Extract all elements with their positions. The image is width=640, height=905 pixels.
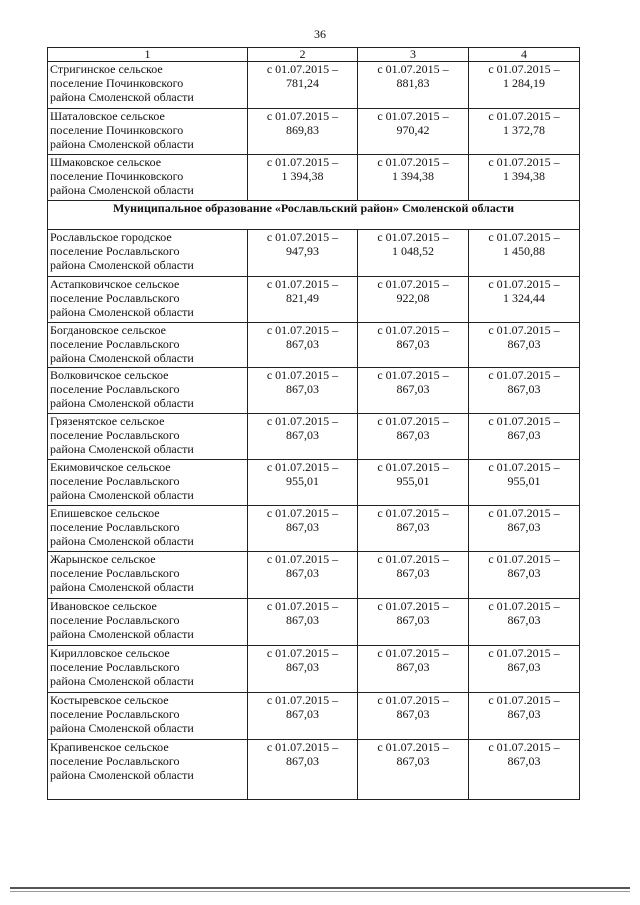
settlement-name-line: поселение Починковского bbox=[50, 123, 184, 137]
tariff-value: 1 450,88 bbox=[503, 244, 545, 258]
tariff-cell bbox=[248, 323, 358, 368]
tariff-cell bbox=[248, 155, 358, 201]
tariff-cell bbox=[248, 414, 358, 460]
settlement-name-cell bbox=[48, 109, 248, 155]
settlement-name-line: Шмаковское сельское bbox=[50, 155, 162, 169]
tariff-value: 1 284,19 bbox=[503, 76, 545, 90]
tariff-value: 955,01 bbox=[507, 474, 541, 488]
tariff-date: с 01.07.2015 – bbox=[266, 323, 339, 337]
tariff-date: с 01.07.2015 – bbox=[488, 552, 560, 566]
tariff-value: 867,03 bbox=[507, 754, 541, 768]
settlement-name-cell bbox=[48, 740, 248, 800]
tariff-date: с 01.07.2015 – bbox=[377, 155, 449, 169]
tariff-value: 781,24 bbox=[286, 76, 319, 90]
tariff-value: 867,03 bbox=[286, 660, 319, 674]
tariff-date: с 01.07.2015 – bbox=[377, 552, 449, 566]
table-row bbox=[48, 277, 580, 323]
tariff-value: 821,49 bbox=[286, 291, 319, 305]
footer-rule bbox=[10, 887, 630, 889]
tariff-value: 867,03 bbox=[396, 428, 430, 442]
table-row bbox=[48, 599, 580, 646]
tariff-cell bbox=[248, 460, 358, 506]
tariff-value: 867,03 bbox=[286, 428, 319, 442]
table-header-row bbox=[48, 48, 580, 62]
settlement-name-line: района Смоленской области bbox=[50, 305, 194, 319]
tariff-cell bbox=[248, 109, 358, 155]
tariff-date: с 01.07.2015 – bbox=[377, 109, 449, 123]
tariff-cell bbox=[358, 62, 469, 109]
settlement-name-line: поселение Рославльского bbox=[50, 707, 180, 721]
settlement-name-line: Костыревское сельское bbox=[50, 693, 169, 707]
tariff-cell bbox=[248, 62, 358, 109]
footer-rule bbox=[10, 891, 630, 892]
tariff-cell bbox=[469, 155, 580, 201]
settlement-name-cell bbox=[48, 62, 248, 109]
tariff-cell bbox=[469, 368, 580, 414]
tariff-cell bbox=[358, 740, 469, 800]
settlement-name-cell bbox=[48, 506, 248, 552]
tariff-value: 867,03 bbox=[507, 520, 541, 534]
settlement-name-line: Кирилловское сельское bbox=[50, 646, 170, 660]
settlement-name-cell bbox=[48, 414, 248, 460]
tariff-value: 1 394,38 bbox=[392, 169, 434, 183]
settlement-name-line: района Смоленской области bbox=[50, 90, 194, 104]
tariff-value: 867,03 bbox=[396, 613, 430, 627]
tariff-value: 867,03 bbox=[286, 707, 319, 721]
tariff-date: с 01.07.2015 – bbox=[266, 460, 339, 474]
tariff-date: с 01.07.2015 – bbox=[266, 506, 339, 520]
tariff-date: с 01.07.2015 – bbox=[377, 62, 449, 76]
tariff-value: 867,03 bbox=[286, 382, 319, 396]
settlement-name-line: района Смоленской области bbox=[50, 442, 194, 456]
tariff-value: 1 324,44 bbox=[503, 291, 545, 305]
tariff-date: с 01.07.2015 – bbox=[377, 506, 449, 520]
settlement-name-cell bbox=[48, 277, 248, 323]
tariff-value: 867,03 bbox=[286, 337, 319, 351]
tariff-cell bbox=[358, 323, 469, 368]
tariff-cell bbox=[469, 414, 580, 460]
settlement-name-cell bbox=[48, 230, 248, 277]
tariff-date: с 01.07.2015 – bbox=[488, 230, 560, 244]
tariff-date: с 01.07.2015 – bbox=[488, 414, 560, 428]
settlement-name-cell bbox=[48, 460, 248, 506]
tariff-value: 867,03 bbox=[396, 660, 430, 674]
settlement-name-line: Шаталовское сельское bbox=[50, 109, 165, 123]
tariff-value: 1 048,52 bbox=[392, 244, 434, 258]
tariff-date: с 01.07.2015 – bbox=[488, 506, 560, 520]
tariff-value: 867,03 bbox=[507, 382, 541, 396]
tariff-value: 867,03 bbox=[396, 566, 430, 580]
settlement-name-line: поселение Рославльского bbox=[50, 337, 180, 351]
column-header: 4 bbox=[469, 48, 580, 62]
tariff-date: с 01.07.2015 – bbox=[377, 460, 449, 474]
table-row bbox=[48, 414, 580, 460]
tariff-date: с 01.07.2015 – bbox=[377, 230, 449, 244]
tariff-cell bbox=[358, 277, 469, 323]
settlement-name-line: поселение Рославльского bbox=[50, 660, 180, 674]
tariff-value: 955,01 bbox=[286, 474, 319, 488]
settlement-name-line: района Смоленской области bbox=[50, 137, 194, 151]
settlement-name-cell bbox=[48, 646, 248, 693]
tariff-date: с 01.07.2015 – bbox=[266, 599, 339, 613]
tariff-cell bbox=[469, 506, 580, 552]
tariff-value: 867,03 bbox=[286, 754, 319, 768]
tariff-date: с 01.07.2015 – bbox=[266, 109, 339, 123]
tariff-value: 867,03 bbox=[286, 566, 319, 580]
tariff-value: 867,03 bbox=[396, 337, 430, 351]
tariff-value: 867,03 bbox=[507, 337, 541, 351]
table-row bbox=[48, 109, 580, 155]
tariff-value: 867,03 bbox=[396, 520, 430, 534]
tariff-value: 867,03 bbox=[507, 428, 541, 442]
tariff-cell bbox=[469, 323, 580, 368]
tariff-value: 867,03 bbox=[396, 754, 430, 768]
tariff-date: с 01.07.2015 – bbox=[266, 740, 339, 754]
settlement-name-cell bbox=[48, 552, 248, 599]
tariff-date: с 01.07.2015 – bbox=[488, 155, 560, 169]
tariff-cell bbox=[469, 109, 580, 155]
tariff-cell bbox=[248, 740, 358, 800]
tariff-cell bbox=[358, 599, 469, 646]
tariff-cell bbox=[469, 460, 580, 506]
tariff-cell bbox=[469, 230, 580, 277]
tariff-value: 881,83 bbox=[396, 76, 430, 90]
settlement-name-line: поселение Рославльского bbox=[50, 613, 180, 627]
tariff-cell bbox=[248, 646, 358, 693]
tariff-cell bbox=[358, 230, 469, 277]
tariff-value: 922,08 bbox=[396, 291, 430, 305]
tariff-cell bbox=[358, 693, 469, 740]
tariff-cell bbox=[358, 460, 469, 506]
tariff-cell bbox=[358, 506, 469, 552]
table-row bbox=[48, 693, 580, 740]
tariff-value: 867,03 bbox=[507, 660, 541, 674]
table-row bbox=[48, 506, 580, 552]
tariff-date: с 01.07.2015 – bbox=[266, 368, 339, 382]
settlement-name-line: района Смоленской области bbox=[50, 580, 194, 594]
tariff-value: 869,83 bbox=[286, 123, 319, 137]
settlement-name-line: Крапивенское сельское bbox=[50, 740, 169, 754]
tariff-date: с 01.07.2015 – bbox=[488, 693, 560, 707]
tariff-value: 867,03 bbox=[507, 566, 541, 580]
settlement-name-line: Астапковичское сельское bbox=[50, 277, 180, 291]
settlement-name-cell bbox=[48, 693, 248, 740]
settlement-name-cell bbox=[48, 599, 248, 646]
settlement-name-line: Екимовичское сельское bbox=[50, 460, 171, 474]
settlement-name-line: района Смоленской области bbox=[50, 183, 194, 197]
tariff-date: с 01.07.2015 – bbox=[266, 414, 339, 428]
settlement-name-line: Стригинское сельское bbox=[50, 62, 163, 76]
tariff-date: с 01.07.2015 – bbox=[377, 277, 449, 291]
tariff-value: 867,03 bbox=[286, 613, 319, 627]
tariff-table bbox=[47, 47, 580, 800]
tariff-cell bbox=[358, 155, 469, 201]
settlement-name-line: Епишевское сельское bbox=[50, 506, 160, 520]
column-header: 2 bbox=[248, 48, 358, 62]
tariff-date: с 01.07.2015 – bbox=[488, 740, 560, 754]
tariff-cell bbox=[248, 599, 358, 646]
table-row bbox=[48, 740, 580, 800]
tariff-cell bbox=[358, 646, 469, 693]
table-row bbox=[48, 368, 580, 414]
tariff-date: с 01.07.2015 – bbox=[266, 552, 339, 566]
settlement-name-line: поселение Рославльского bbox=[50, 520, 180, 534]
settlement-name-line: района Смоленской области bbox=[50, 396, 194, 410]
tariff-date: с 01.07.2015 – bbox=[377, 740, 449, 754]
tariff-date: с 01.07.2015 – bbox=[488, 646, 560, 660]
tariff-cell bbox=[469, 693, 580, 740]
settlement-name-line: поселение Рославльского bbox=[50, 244, 180, 258]
table-row bbox=[48, 155, 580, 201]
settlement-name-line: Грязенятское сельское bbox=[50, 414, 165, 428]
tariff-cell bbox=[248, 368, 358, 414]
tariff-date: с 01.07.2015 – bbox=[488, 62, 560, 76]
settlement-name-line: поселение Рославльского bbox=[50, 382, 180, 396]
tariff-cell bbox=[358, 552, 469, 599]
tariff-cell bbox=[358, 368, 469, 414]
tariff-value: 867,03 bbox=[507, 707, 541, 721]
tariff-date: с 01.07.2015 – bbox=[266, 230, 339, 244]
settlement-name-line: района Смоленской области bbox=[50, 674, 194, 688]
settlement-name-line: района Смоленской области bbox=[50, 768, 194, 782]
table-row bbox=[48, 230, 580, 277]
page-number: 36 bbox=[314, 27, 326, 41]
settlement-name-cell bbox=[48, 368, 248, 414]
settlement-name-line: Ивановское сельское bbox=[50, 599, 157, 613]
settlement-name-cell bbox=[48, 155, 248, 201]
tariff-value: 970,42 bbox=[396, 123, 430, 137]
settlement-name-line: Богдановское сельское bbox=[50, 323, 166, 337]
tariff-cell bbox=[358, 414, 469, 460]
section-row bbox=[48, 201, 580, 230]
settlement-name-line: района Смоленской области bbox=[50, 721, 194, 735]
tariff-date: с 01.07.2015 – bbox=[377, 599, 449, 613]
tariff-date: с 01.07.2015 – bbox=[266, 646, 339, 660]
tariff-cell bbox=[248, 230, 358, 277]
settlement-name-line: поселение Починковского bbox=[50, 169, 184, 183]
tariff-cell bbox=[248, 693, 358, 740]
tariff-cell bbox=[469, 552, 580, 599]
table-row bbox=[48, 323, 580, 368]
settlement-name-line: поселение Рославльского bbox=[50, 754, 180, 768]
tariff-date: с 01.07.2015 – bbox=[266, 693, 339, 707]
column-header: 1 bbox=[48, 48, 248, 62]
settlement-name-cell bbox=[48, 323, 248, 368]
tariff-date: с 01.07.2015 – bbox=[377, 693, 449, 707]
tariff-date: с 01.07.2015 – bbox=[488, 599, 560, 613]
settlement-name-line: поселение Рославльского bbox=[50, 428, 180, 442]
section-title: Муниципальное образование «Рославльский район» Смоленской области bbox=[48, 201, 580, 230]
tariff-cell bbox=[469, 646, 580, 693]
settlement-name-line: поселение Рославльского bbox=[50, 566, 180, 580]
tariff-cell bbox=[469, 740, 580, 800]
tariff-value: 867,03 bbox=[396, 707, 430, 721]
settlement-name-line: района Смоленской области bbox=[50, 534, 194, 548]
tariff-cell bbox=[248, 552, 358, 599]
tariff-cell bbox=[248, 506, 358, 552]
tariff-date: с 01.07.2015 – bbox=[266, 62, 339, 76]
settlement-name-line: Рославльское городское bbox=[50, 230, 172, 244]
column-header: 3 bbox=[358, 48, 469, 62]
table-row bbox=[48, 552, 580, 599]
settlement-name-line: поселение Рославльского bbox=[50, 474, 180, 488]
tariff-cell bbox=[469, 599, 580, 646]
tariff-date: с 01.07.2015 – bbox=[377, 323, 449, 337]
tariff-date: с 01.07.2015 – bbox=[266, 277, 339, 291]
tariff-value: 1 394,38 bbox=[281, 169, 324, 183]
tariff-date: с 01.07.2015 – bbox=[266, 155, 339, 169]
tariff-cell bbox=[469, 62, 580, 109]
tariff-value: 867,03 bbox=[286, 520, 319, 534]
tariff-value: 1 372,78 bbox=[503, 123, 545, 137]
tariff-cell bbox=[469, 277, 580, 323]
tariff-date: с 01.07.2015 – bbox=[488, 323, 560, 337]
tariff-value: 867,03 bbox=[396, 382, 430, 396]
tariff-cell bbox=[248, 277, 358, 323]
tariff-date: с 01.07.2015 – bbox=[488, 109, 560, 123]
tariff-cell bbox=[358, 109, 469, 155]
tariff-date: с 01.07.2015 – bbox=[488, 368, 560, 382]
settlement-name-line: района Смоленской области bbox=[50, 258, 194, 272]
tariff-date: с 01.07.2015 – bbox=[377, 646, 449, 660]
settlement-name-line: Жарынское сельское bbox=[50, 552, 156, 566]
tariff-value: 955,01 bbox=[396, 474, 430, 488]
tariff-date: с 01.07.2015 – bbox=[488, 460, 560, 474]
tariff-value: 947,93 bbox=[286, 244, 319, 258]
table-row bbox=[48, 646, 580, 693]
settlement-name-line: поселение Починковского bbox=[50, 76, 184, 90]
settlement-name-line: района Смоленской области bbox=[50, 351, 194, 365]
settlement-name-line: района Смоленской области bbox=[50, 627, 194, 641]
tariff-value: 1 394,38 bbox=[503, 169, 545, 183]
tariff-date: с 01.07.2015 – bbox=[377, 368, 449, 382]
settlement-name-line: Волковичское сельское bbox=[50, 368, 169, 382]
table-row bbox=[48, 62, 580, 109]
settlement-name-line: района Смоленской области bbox=[50, 488, 194, 502]
tariff-value: 867,03 bbox=[507, 613, 541, 627]
tariff-date: с 01.07.2015 – bbox=[488, 277, 560, 291]
tariff-date: с 01.07.2015 – bbox=[377, 414, 449, 428]
settlement-name-line: поселение Рославльского bbox=[50, 291, 180, 305]
table-row bbox=[48, 460, 580, 506]
